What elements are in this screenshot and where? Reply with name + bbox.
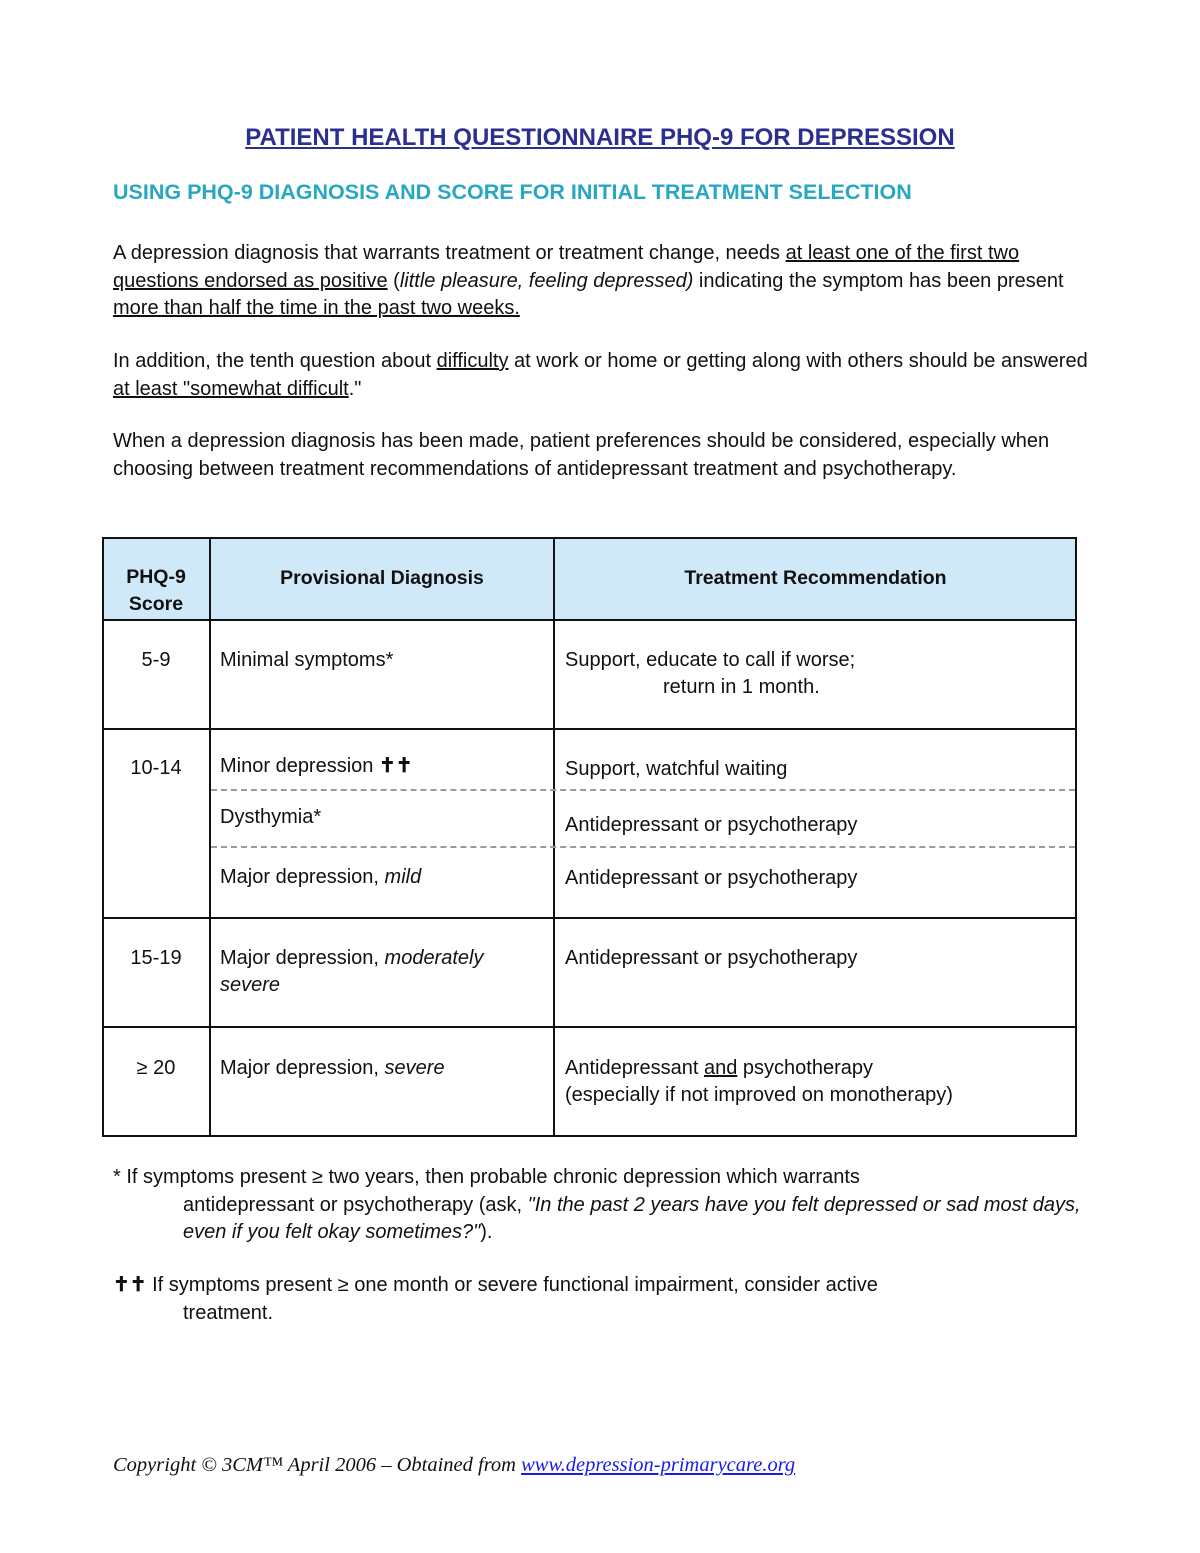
row4-treatment-underline: and — [703, 1057, 738, 1079]
source-link[interactable]: www.depression-primarycare.org — [521, 1454, 796, 1476]
row-separator-1 — [102, 728, 1077, 730]
page-subtitle: USING PHQ-9 DIAGNOSIS AND SCORE FOR INITIAL TREATMENT SELECTION — [113, 180, 912, 204]
footnote2-line1: If symptoms present ≥ one month or severe functional impairment, consider active — [146, 1274, 878, 1296]
treatment-table — [102, 537, 1077, 1137]
header-score-label: PHQ-9 Score — [126, 566, 186, 615]
row-separator-header — [102, 619, 1077, 621]
para1-text-e: indicating the symptom has been present — [693, 269, 1064, 292]
paragraph-patient-preferences: When a depression diagnosis has been made, patient preferences should be considered, especially when choosing between treatment recommendations of antidepressant treatment and psychotherapy. — [113, 430, 1050, 480]
copyright-text: Copyright © 3CM™ April 2006 – Obtained from — [113, 1454, 522, 1476]
para2-text-a: In addition, the tenth question about — [113, 350, 437, 372]
row3-diagnosis-italic: moderately severe — [220, 947, 484, 996]
paragraph-tenth-question — [113, 348, 1093, 403]
row4-treatment-line1 — [565, 1055, 873, 1082]
row1-treatment-line2: return in 1 month. — [663, 676, 820, 698]
table-border-top — [102, 537, 1077, 539]
row2-score: 10-14 — [130, 757, 182, 779]
row4-diagnosis-italic: severe — [384, 1057, 445, 1079]
copyright-notice — [113, 1454, 795, 1477]
para2-text-c: at work or home or getting along with others should be answered — [508, 350, 1088, 372]
row4-treatment-line2: (especially if not improved on monotherapy) — [565, 1084, 953, 1106]
row2a-treatment: Support, watchful waiting — [565, 758, 788, 780]
para1-underline-f: more than half the time in the past two weeks. — [113, 297, 520, 319]
row2a-diagnosis-text: Minor depression — [220, 755, 379, 777]
para1-text-a: A depression diagnosis that warrants treatment or treatment change, needs — [113, 242, 786, 264]
row2b-treatment: Antidepressant or psychotherapy — [565, 814, 858, 836]
footnote1-text-b: antidepressant or psychotherapy (ask, — [183, 1193, 528, 1216]
row4-score: ≥ 20 — [136, 1057, 176, 1079]
row2b-diagnosis: Dysthymia* — [220, 806, 322, 828]
header-diagnosis: Provisional Diagnosis — [280, 567, 484, 589]
footnote1-quote: "In the past 2 years have you felt depressed or sad most days, even if you felt okay sometimes?" — [183, 1193, 1081, 1243]
row4-treatment-text-b: psychotherapy — [737, 1057, 873, 1079]
row-separator-2 — [102, 917, 1077, 919]
row2c-treatment: Antidepressant or psychotherapy — [565, 867, 858, 889]
table-border-left — [102, 537, 104, 1137]
table-border-right — [1075, 537, 1077, 1137]
row3-diagnosis — [220, 945, 545, 999]
para1-text-c: ( — [387, 269, 400, 292]
para1-italic-d: little pleasure, feeling depressed) — [399, 269, 694, 292]
footnote1-line1: * If symptoms present ≥ two years, then probable chronic depression which warrants — [113, 1166, 860, 1188]
row4-treatment-text-a: Antidepressant — [565, 1057, 704, 1079]
para2-underline-b: difficulty — [436, 350, 509, 372]
row3-diagnosis-text: Major depression, — [220, 947, 385, 969]
footnote-double-dagger — [113, 1272, 1093, 1327]
row2c-diagnosis-text: Major depression, — [220, 866, 385, 888]
row1-diagnosis: Minimal symptoms* — [220, 649, 394, 671]
paragraph-diagnosis-criteria — [113, 240, 1093, 323]
footnote2-continued: treatment. — [183, 1301, 274, 1324]
row3-treatment: Antidepressant or psychotherapy — [565, 947, 858, 969]
para2-text-e: ." — [348, 377, 362, 400]
row2c-diagnosis — [220, 864, 421, 891]
header-score — [102, 564, 210, 618]
footnote-asterisk — [113, 1164, 1093, 1247]
row-separator-3 — [102, 1026, 1077, 1028]
row4-diagnosis-text: Major depression, — [220, 1057, 385, 1079]
row3-score: 15-19 — [130, 947, 182, 969]
para1-underline-b: at least one of the first two questions endorsed as positive — [113, 242, 1020, 292]
para2-underline-d: at least "somewhat difficult — [113, 377, 349, 400]
table-divider-col2 — [553, 537, 555, 1137]
subrow-dash-1 — [211, 789, 1075, 791]
double-dagger-icon: ✝✝ — [113, 1274, 147, 1296]
header-treatment: Treatment Recommendation — [684, 567, 947, 589]
row4-diagnosis — [220, 1055, 445, 1082]
double-dagger-icon: ✝✝ — [378, 755, 413, 777]
table-divider-col1 — [209, 537, 211, 1137]
table-border-bottom — [102, 1135, 1077, 1137]
row2c-diagnosis-italic: mild — [384, 866, 422, 888]
row2a-diagnosis — [220, 753, 412, 780]
footnote1-continued — [113, 1192, 1093, 1247]
row1-treatment-line1: Support, educate to call if worse; — [565, 649, 856, 671]
subrow-dash-2 — [211, 846, 1075, 848]
page-title: PATIENT HEALTH QUESTIONNAIRE PHQ-9 FOR DEPRESSION — [245, 124, 955, 151]
row1-score: 5-9 — [141, 649, 171, 671]
footnote1-text-d: ). — [480, 1221, 493, 1243]
